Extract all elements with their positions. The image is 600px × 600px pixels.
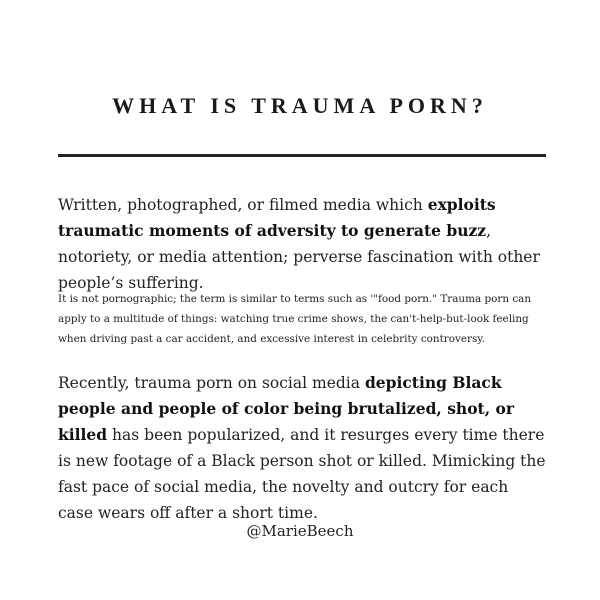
author-handle: @MarieBeech bbox=[246, 522, 354, 540]
social-media-paragraph bbox=[58, 370, 548, 526]
social-media-emphasis: depicting Black people and people of color being brutalized, shot, or killed bbox=[58, 373, 514, 444]
definition-paragraph bbox=[58, 192, 548, 296]
title-divider bbox=[58, 154, 546, 157]
page-title: WHAT IS TRAUMA PORN? bbox=[112, 93, 488, 118]
social-media-text-start: Recently, trauma porn on social media bbox=[58, 374, 365, 392]
social-media-text-end: has been popularized, and it resurges every time there is new footage of a Black person shot or killed. Mimicking the fast pace of social media, the novelty and outcry for each case wears off after a short time. bbox=[58, 426, 546, 522]
definition-emphasis: exploits traumatic moments of adversity to generate buzz bbox=[58, 195, 496, 240]
definition-text-start: Written, photographed, or filmed media which bbox=[58, 196, 428, 214]
definition-text-end: , notoriety, or media attention; perverse fascination with other people’s suffering. bbox=[58, 222, 540, 292]
clarification-paragraph: It is not pornographic; the term is similar to terms such as '"food porn." Trauma porn can apply to a multitude of things: watching true crime shows, the can't-help-but-look feeling when driving past a car accident, and excessive interest in celebrity controversy. bbox=[58, 293, 532, 345]
